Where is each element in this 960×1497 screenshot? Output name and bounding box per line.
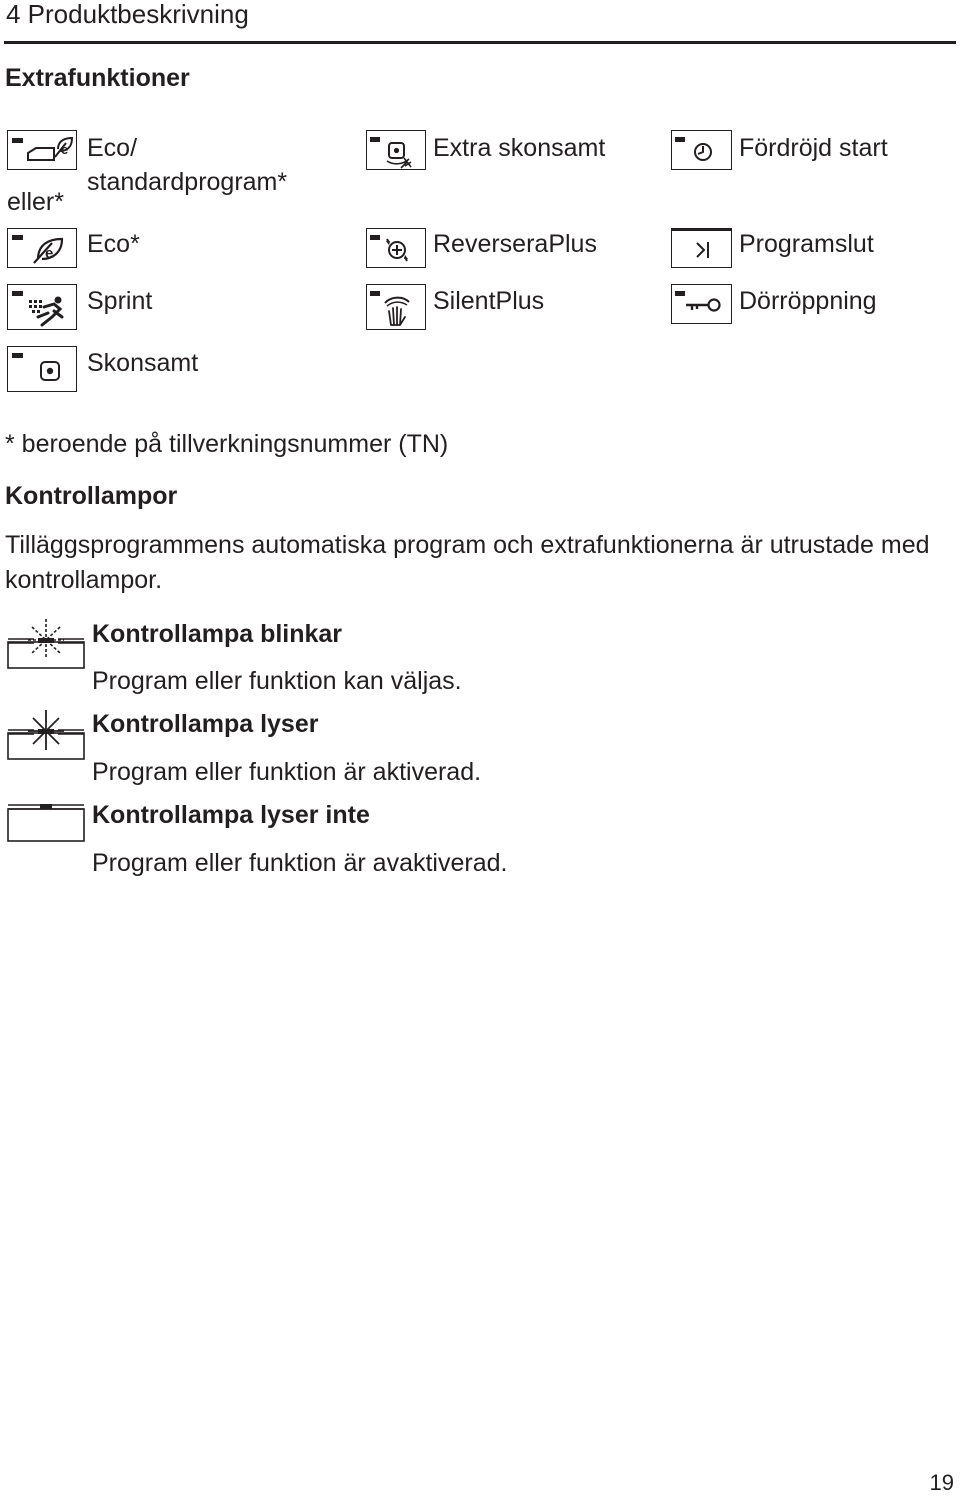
lamp-blinking-title: Kontrollampa blinkar: [92, 620, 343, 648]
svg-text:e: e: [61, 142, 69, 157]
kontrollampor-intro: Tilläggsprogrammens automatiska program och extrafunktionerna är utrustade med kontrollampor.: [5, 531, 930, 594]
lamp-on-title: Kontrollampa lyser: [92, 710, 319, 738]
label-sprint: Sprint: [87, 287, 153, 315]
header-divider: [4, 41, 956, 44]
label-eco: Eco*: [87, 230, 140, 258]
extra-skonsamt-icon: [366, 130, 426, 170]
silentplus-icon: [366, 284, 426, 330]
lamp-blinking-icon: [6, 617, 86, 671]
label-eco-standardprogram: Eco/ standardprogram*: [87, 134, 288, 196]
door-opening-icon: [671, 284, 732, 324]
sprint-icon: [7, 284, 77, 330]
skonsamt-icon: [7, 346, 77, 392]
lamp-on-desc: Program eller funktion är aktiverad.: [92, 758, 482, 786]
lamp-off-icon: [6, 800, 86, 844]
program-end-icon: [671, 228, 732, 268]
label-eller: eller*: [7, 188, 64, 216]
label-reverseraplus: ReverseraPlus: [433, 230, 597, 258]
lamp-off-desc: Program eller funktion är avaktiverad.: [92, 849, 508, 877]
eco-icon: [7, 228, 77, 268]
lamp-blinking-desc: Program eller funktion kan väljas.: [92, 667, 462, 695]
lamp-off-title: Kontrollampa lyser inte: [92, 801, 370, 829]
label-extra-skonsamt: Extra skonsamt: [433, 134, 606, 162]
section-title-kontrollampor: Kontrollampor: [5, 482, 178, 510]
label-silentplus: SilentPlus: [433, 287, 545, 315]
page-header-title: 4 Produktbeskrivning: [6, 0, 249, 29]
label-fordrojd-start: Fördröjd start: [739, 134, 888, 162]
label-dorroppning: Dörröppning: [739, 287, 877, 315]
section-title-extrafunktioner: Extrafunktioner: [5, 64, 190, 92]
svg-text:e: e: [45, 245, 54, 262]
eco-standard-icon: [7, 130, 77, 170]
lamp-on-icon: [6, 708, 86, 762]
reverseraplus-icon: [366, 228, 426, 268]
footnote-tn: * beroende på tillverkningsnummer (TN): [5, 430, 449, 458]
page-number: 19: [929, 1470, 954, 1495]
delayed-start-icon: [671, 130, 732, 170]
label-programslut: Programslut: [739, 230, 874, 258]
label-skonsamt: Skonsamt: [87, 349, 199, 377]
